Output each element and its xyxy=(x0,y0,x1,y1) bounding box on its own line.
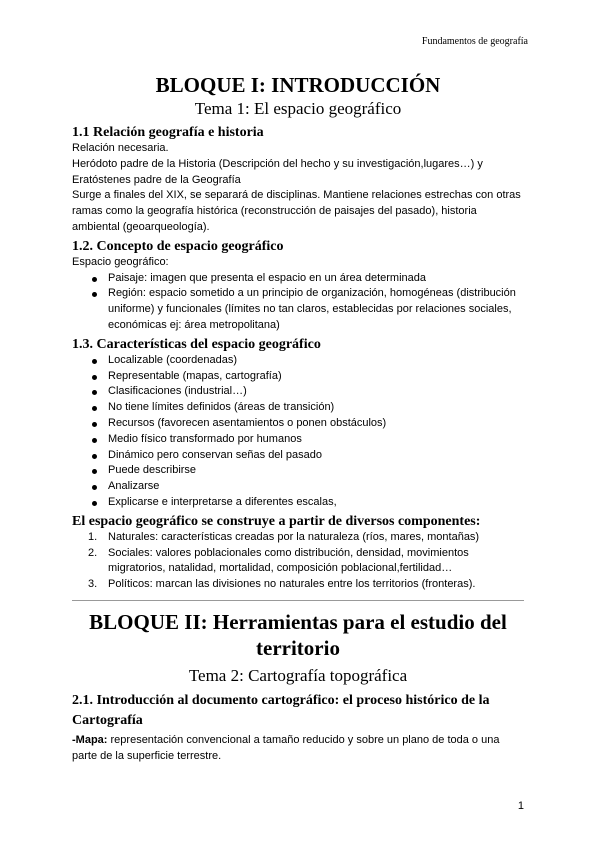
tema-2-title: Tema 2: Cartografía topográfica xyxy=(188,665,408,685)
list-item-text: Naturales: características creadas por la naturaleza (ríos, mares, montañas) xyxy=(108,530,480,543)
list-item xyxy=(88,546,524,578)
list-item: Representable (mapas, cartografía) xyxy=(108,369,524,385)
list-number: 2. xyxy=(88,546,98,559)
section-1-3-heading: 1.3. Características del espacio geográfico xyxy=(72,336,321,352)
list-item: Dinámico pero conservan señas del pasado xyxy=(108,448,524,464)
list-item: No tiene límites definidos (áreas de transición) xyxy=(108,400,524,416)
section-1-2-heading: 1.2. Concepto de espacio geográfico xyxy=(72,238,284,254)
list-item xyxy=(88,577,524,593)
components-list xyxy=(72,530,524,593)
characteristics-list xyxy=(72,353,524,511)
list-item xyxy=(88,530,524,546)
definition-text: representación convencional a tamaño reducido y sobre un plano de toda o una parte de la superficie terrestre. xyxy=(72,733,500,762)
list-number: 1. xyxy=(88,530,98,543)
list-item: Analizarse xyxy=(108,479,524,495)
section-2-1-heading: 2.1. Introducción al documento cartográfico: el proceso histórico de la Cartografía xyxy=(72,692,490,728)
paragraph: Heródoto padre de la Historia (Descripción del hecho y su investigación,lugares…) y Eratóstenes padre de la Geografía xyxy=(72,157,483,186)
list-item-text: Sociales: valores poblacionales como distribución, densidad, movimientos migratorios, natalidad, mortalidad, composición poblacional,fertilidad… xyxy=(108,546,469,575)
list-item-text: Políticos: marcan las divisiones no naturales entre los territorios (fronteras). xyxy=(108,578,476,591)
bloque-1-title: BLOQUE I: INTRODUCCIÓN xyxy=(155,73,441,97)
page-number: 1 xyxy=(517,800,524,812)
list-item: Región: espacio sometido a un principio de organización, homogéneas (distribución uniforme) y funcionales (límites no tan claros, establecidas por relaciones sociales, económicas ej: área metropolitana) xyxy=(108,286,524,333)
list-item: Localizable (coordenadas) xyxy=(108,353,524,369)
paragraph: Relación necesaria. xyxy=(72,142,169,154)
list-item: Medio físico transformado por humanos xyxy=(108,432,524,448)
list-item: Puede describirse xyxy=(108,463,524,479)
paragraph: Espacio geográfico: xyxy=(72,255,169,268)
bloque-2-title: BLOQUE II: Herramientas para el estudio del territorio xyxy=(89,609,507,660)
list-item: Clasificaciones (industrial…) xyxy=(108,384,524,400)
page-content xyxy=(72,72,524,765)
concept-list xyxy=(72,271,524,334)
definition-term: -Mapa: xyxy=(72,733,108,746)
running-header: Fundamentos de geografía xyxy=(421,36,528,47)
paragraph: Surge a finales del XIX, se separará de disciplinas. Mantiene relaciones estrechas con otras ramas como la geografía histórica (reconstrucción de paisajes del pasado), historia ambiental (geoarqueología). xyxy=(72,189,521,233)
list-number: 3. xyxy=(88,578,98,591)
mapa-definition xyxy=(72,733,524,765)
list-item: Explicarse e interpretarse a diferentes escalas, xyxy=(108,495,524,511)
section-1-1-heading: 1.1 Relación geografía e historia xyxy=(72,125,264,140)
tema-1-title: Tema 1: El espacio geográfico xyxy=(194,99,402,118)
components-heading: El espacio geográfico se construye a partir de diversos componentes: xyxy=(72,513,481,529)
list-item: Recursos (favorecen asentamientos o ponen obstáculos) xyxy=(108,416,524,432)
section-divider xyxy=(72,600,524,601)
list-item: Paisaje: imagen que presenta el espacio en un área determinada xyxy=(108,271,524,287)
